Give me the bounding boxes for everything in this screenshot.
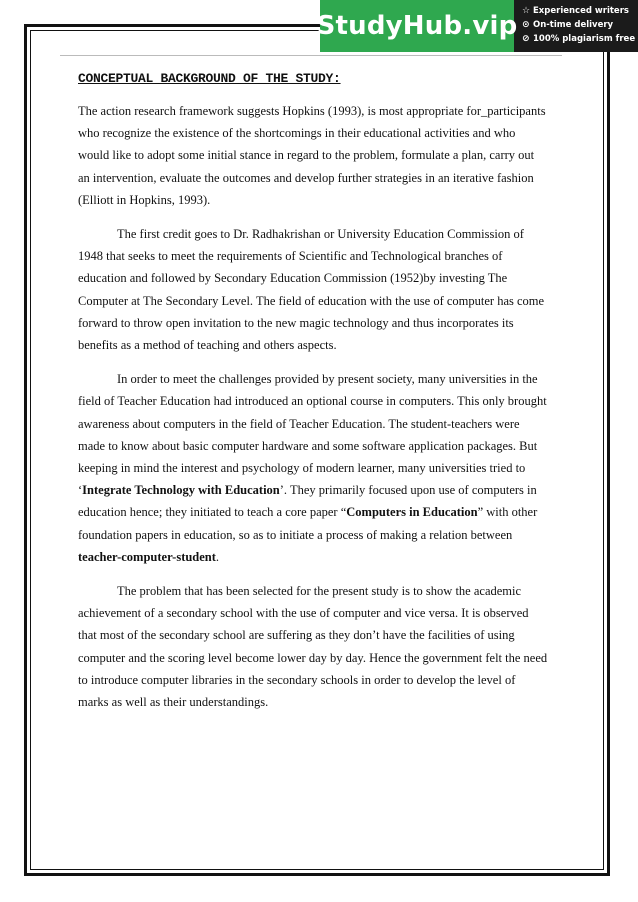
text-run: ‘ [78,483,83,498]
text-run: forward to throw open invitation to the new magic technology and thus incorporates its [78,315,514,330]
text-line [78,144,568,166]
text-run: The action research framework suggests Hopkins (1993), is most appropriate for_participants [78,104,546,118]
studyhub-banner[interactable] [316,0,638,52]
text-line [78,167,568,189]
bold-text: Integrate Technology with Education [82,483,280,498]
text-line [78,189,568,211]
text-run: education hence; they initiated to teach a core paper “ [78,505,347,520]
text-line [78,290,568,312]
clock-icon: ⊙ [522,20,530,30]
text-run: . [215,549,220,564]
text-run: that most of the secondary school are suffering as they don’t have the facilities of using [78,628,515,643]
text-line [78,524,568,546]
text-run: who recognize the existence of the shortcomings in their educational activities and who [78,126,516,141]
banner-feature-label: Experienced writers [533,6,629,16]
banner-feature-plagiarism [522,32,638,46]
text-line [78,647,568,669]
text-line [78,669,568,691]
banner-feature-label: On-time delivery [533,20,614,30]
text-line [78,368,568,390]
paragraph [78,100,568,211]
text-line [78,312,568,334]
text-run: awareness about computers in the field of Teacher Education. The student-teachers were [78,416,520,431]
text-line [78,267,568,289]
text-run: The first credit goes to Dr. Radhakrishan or University Education Commission of [117,227,524,242]
studyhub-logo[interactable]: StudyHub.vip [320,0,514,52]
text-run: marks as well as their understandings. [78,695,269,710]
text-run: In order to meet the challenges provided by present society, many universities in the [117,372,538,387]
text-line [78,413,568,435]
star-icon: ☆ [522,6,531,16]
text-run: foundation papers in education, so as to initiate a process of making a relation between [78,527,513,542]
paragraph [78,580,568,713]
text-line [78,390,568,412]
shield-icon: ⊘ [522,34,530,44]
text-line [78,245,568,267]
paragraph-container [78,100,568,713]
header-rule [60,55,562,56]
text-run: (Elliott in Hopkins, 1993). [78,192,211,207]
text-run: education and followed by Secondary Education Commission (1952)by investing The [78,271,508,286]
text-line [78,580,568,602]
text-line [78,501,568,523]
text-run: benefits as a method of teaching and others aspects. [78,338,337,353]
text-line [78,546,568,568]
text-line [78,435,568,457]
paragraph [78,368,568,568]
bold-text: Computers in Education [346,505,478,520]
text-line [78,457,568,479]
text-line [78,100,568,122]
text-line [78,624,568,646]
banner-feature-label: 100% plagiarism free [533,34,636,44]
document-body [78,70,568,725]
text-line [78,479,568,501]
text-run: achievement of a secondary school with the use of computer and vice versa. It is observed [78,606,529,621]
text-line [78,334,568,356]
section-heading: CONCEPTUAL BACKGROUND OF THE STUDY: [78,71,341,86]
text-run: would like to adopt some initial stance in regard to the problem, formulate a plan, carry out [78,148,535,163]
text-run: ” with other [477,505,538,520]
paragraph [78,223,568,356]
text-run: ’. They primarily focused upon use of computers in [279,483,537,498]
text-line [78,122,568,144]
text-run: made to know about basic computer hardware and some software application packages. But [78,438,538,453]
text-line [78,223,568,245]
text-line [78,691,568,713]
text-run: The problem that has been selected for the present study is to show the academic [117,584,522,599]
banner-feature-experienced [522,4,638,18]
text-run: keeping in mind the interest and psychology of modern learner, many universities tried to [78,461,526,476]
text-run: field of Teacher Education had introduced an optional course in computers. This only brought [78,394,547,409]
text-run: an intervention, evaluate the outcomes and develop further strategies in an iterative fashion [78,170,534,185]
text-run: to introduce computer libraries in the secondary schools in order to develop the level of [78,672,516,687]
text-run: 1948 that seeks to meet the requirements of Scientific and Technological branches of [78,249,503,264]
text-run: computer and the scoring level become lower day by day. Hence the government felt the need [78,650,548,665]
banner-feature-list [514,0,638,52]
text-line [78,602,568,624]
banner-feature-delivery [522,18,638,32]
bold-text: teacher-computer-student [78,549,216,564]
text-run: Computer at The Secondary Level. The field of education with the use of computer has come [78,293,545,308]
